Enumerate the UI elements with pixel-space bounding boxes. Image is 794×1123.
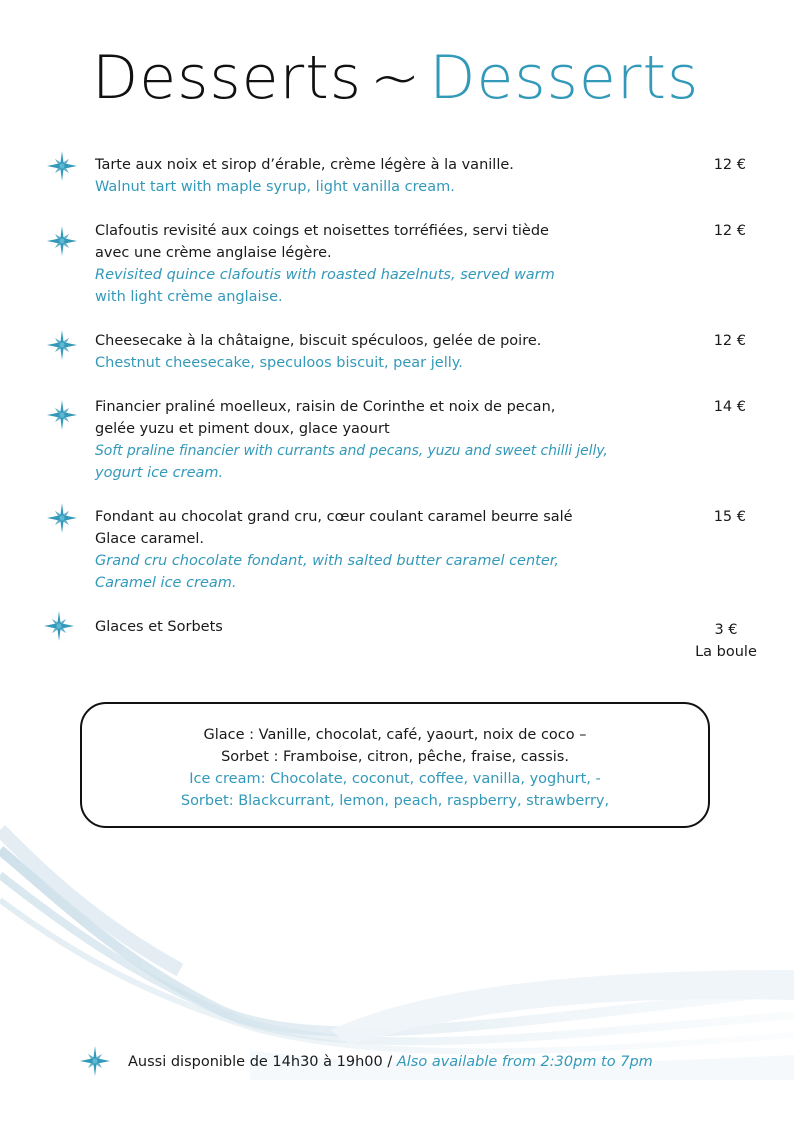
menu-item-fr-line: Cheesecake à la châtaigne, biscuit spéculoos, gelée de poire. bbox=[95, 333, 542, 349]
availability-text bbox=[128, 1054, 653, 1070]
availability-separator: / bbox=[382, 1054, 397, 1070]
menu-item-fr-line: avec une crème anglaise légère. bbox=[95, 245, 332, 261]
menu-item-price: 12 € bbox=[713, 333, 746, 349]
flavours-en-line: Ice cream: Chocolate, coconut, coffee, vanilla, yoghurt, - bbox=[189, 771, 601, 787]
menu-item-en-line: Caramel ice cream. bbox=[95, 575, 237, 591]
menu-item-description bbox=[95, 506, 693, 594]
sparkle-star-icon bbox=[47, 400, 77, 430]
menu-item-description bbox=[95, 396, 693, 484]
menu-item-description bbox=[95, 154, 693, 198]
menu-item-price-unit: La boule bbox=[695, 644, 757, 660]
sparkle-star-icon bbox=[47, 330, 77, 360]
menu-item-en-line: Chestnut cheesecake, speculoos biscuit, pear jelly. bbox=[95, 355, 463, 371]
menu-item-fr-line: gelée yuzu et piment doux, glace yaourt bbox=[95, 421, 390, 437]
menu-item-description bbox=[95, 616, 693, 638]
flavours-fr-line: Glace : Vanille, chocolat, café, yaourt, noix de coco – bbox=[203, 727, 587, 743]
sparkle-star-icon bbox=[47, 151, 77, 181]
menu-item-fr-line: Glace caramel. bbox=[95, 531, 205, 547]
availability-footer bbox=[80, 1046, 760, 1078]
title-separator: ~ bbox=[370, 43, 422, 113]
availability-en: Also available from 2:30pm to 7pm bbox=[396, 1054, 653, 1070]
menu-item-price: 15 € bbox=[713, 509, 746, 525]
menu-item-price: 14 € bbox=[713, 399, 746, 415]
menu-item-fr-line: Tarte aux noix et sirop d’érable, crème légère à la vanille. bbox=[95, 157, 514, 173]
sparkle-star-icon bbox=[47, 503, 77, 533]
menu-item-description bbox=[95, 220, 693, 308]
menu-item-en-line: yogurt ice cream. bbox=[95, 465, 224, 481]
title-fr: Desserts bbox=[92, 43, 363, 113]
flavours-en-line: Sorbet: Blackcurrant, lemon, peach, raspberry, strawberry, bbox=[180, 793, 610, 809]
availability-fr: Aussi disponible de 14h30 à 19h00 bbox=[128, 1054, 383, 1070]
menu-item-price-value: 3 € bbox=[714, 622, 738, 638]
menu-item-price: 12 € bbox=[713, 223, 746, 239]
sparkle-star-icon bbox=[44, 611, 74, 641]
menu-item-price: 12 € bbox=[713, 157, 746, 173]
menu-item-fr-line: Clafoutis revisité aux coings et noisettes torréfiées, servi tiède bbox=[95, 223, 549, 239]
menu-item-en-line: with light crème anglaise. bbox=[95, 289, 283, 305]
menu-item-description bbox=[95, 330, 693, 374]
sparkle-star-icon bbox=[80, 1046, 110, 1076]
sparkle-star-icon bbox=[47, 226, 77, 256]
menu-item-en-line: Grand cru chocolate fondant, with salted butter caramel center, bbox=[95, 553, 560, 569]
fork-swoosh-graphic bbox=[0, 820, 794, 1080]
menu-item-fr-line: Financier praliné moelleux, raisin de Corinthe et noix de pecan, bbox=[95, 399, 556, 415]
menu-item-fr-line: Glaces et Sorbets bbox=[95, 619, 223, 635]
flavours-fr-line: Sorbet : Framboise, citron, pêche, fraise, cassis. bbox=[221, 749, 569, 765]
page-title bbox=[92, 43, 700, 113]
menu-item-price bbox=[686, 619, 766, 663]
menu-item-en-line: Soft praline financier with currants and pecans, yuzu and sweet chilli jelly, bbox=[95, 443, 608, 459]
menu-item-fr-line: Fondant au chocolat grand cru, cœur coulant caramel beurre salé bbox=[95, 509, 573, 525]
flavours-box bbox=[80, 702, 710, 828]
menu-item-en-line: Revisited quince clafoutis with roasted hazelnuts, served warm bbox=[95, 267, 555, 283]
title-en: Desserts bbox=[429, 43, 700, 113]
menu-item-en-line: Walnut tart with maple syrup, light vanilla cream. bbox=[95, 179, 455, 195]
